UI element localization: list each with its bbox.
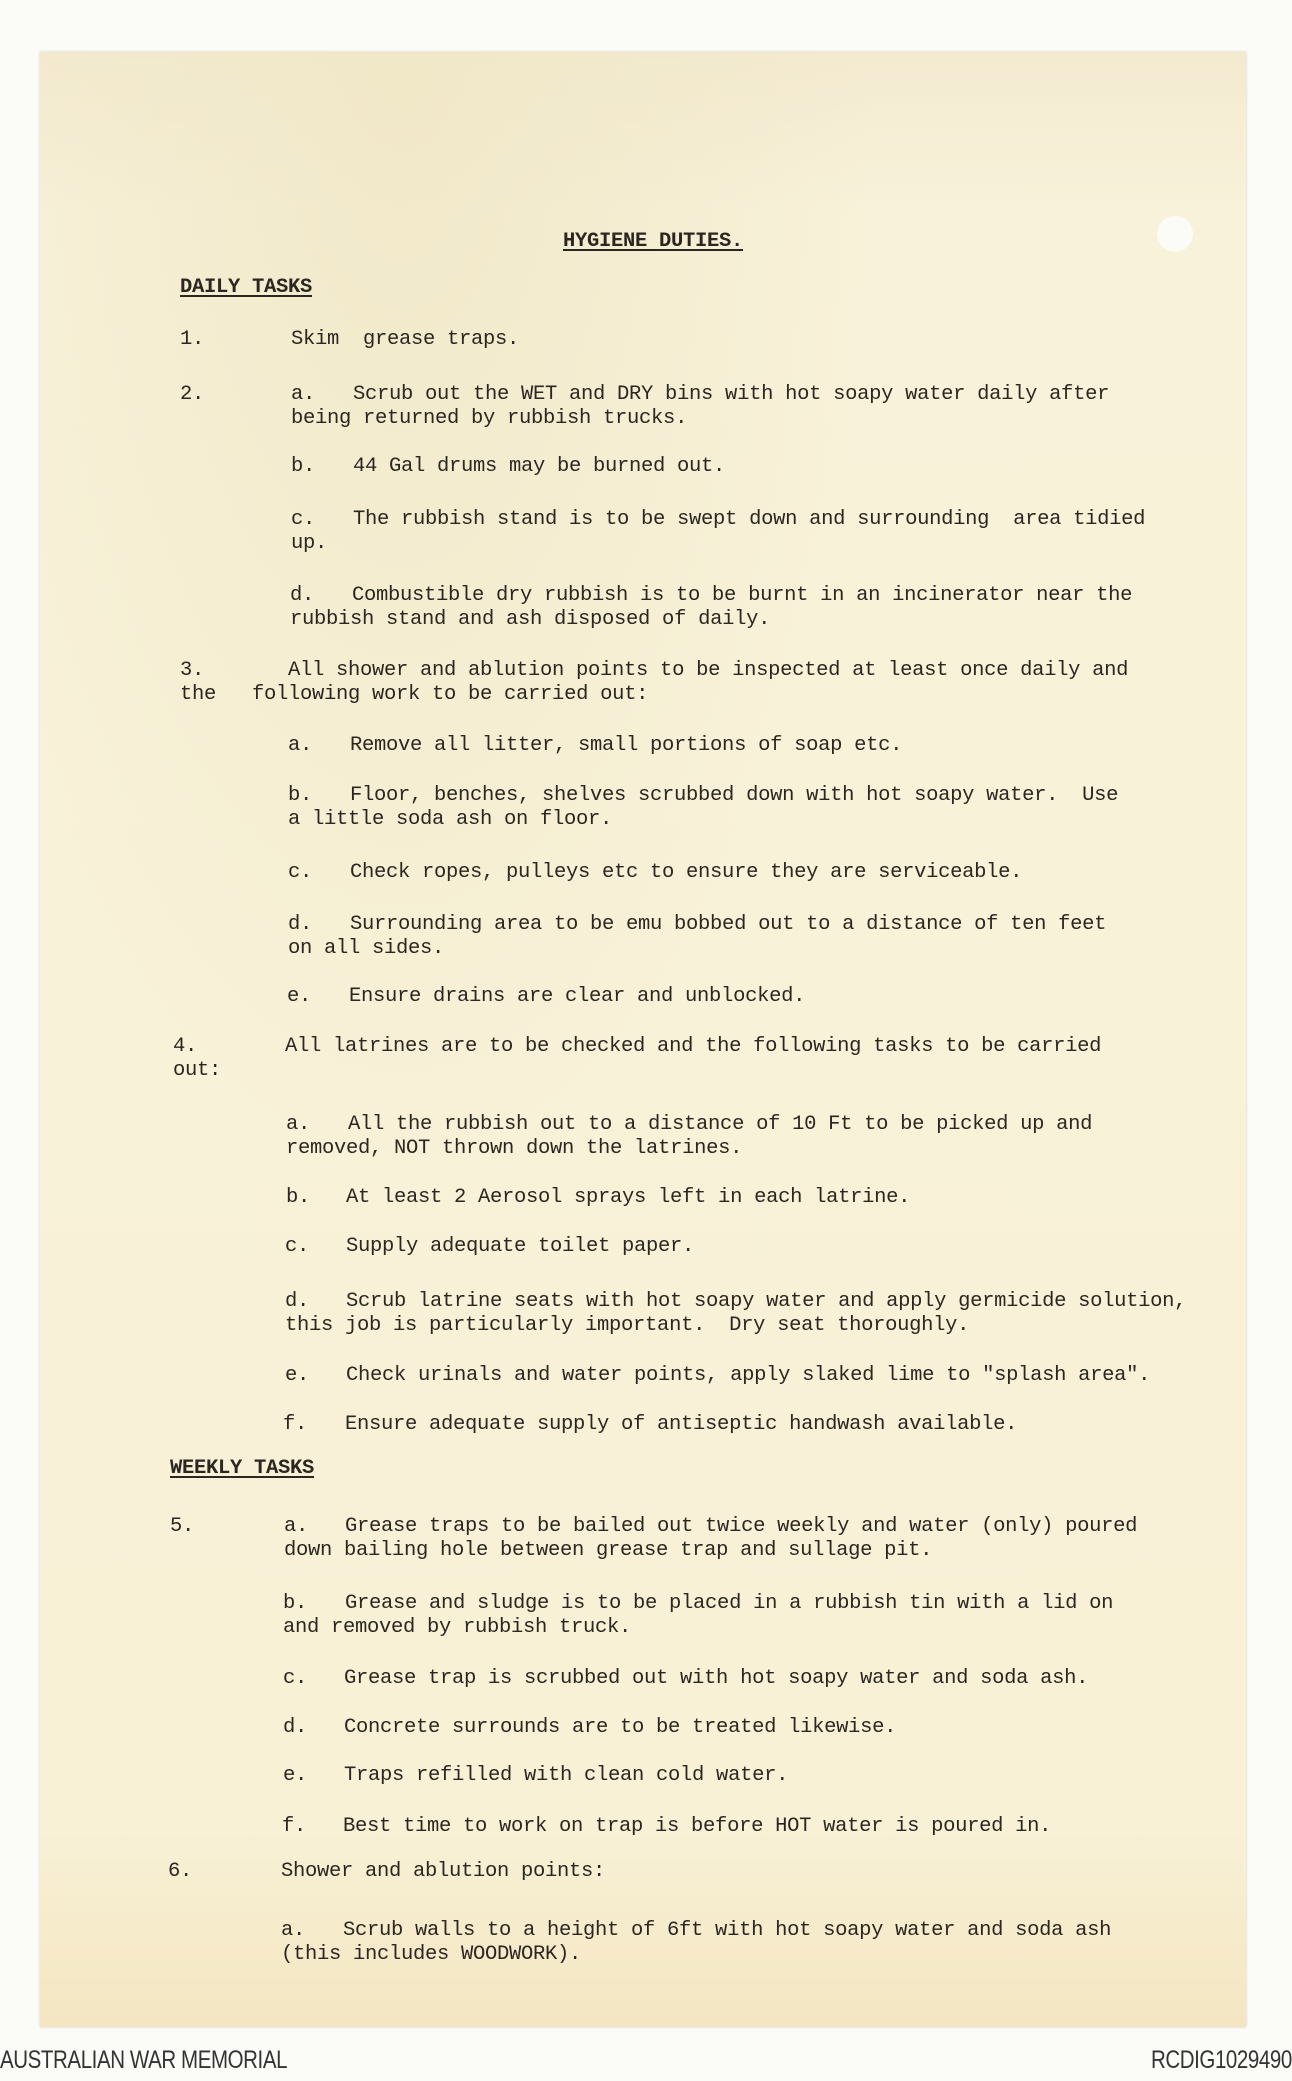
item-text-line: a little soda ash on floor.	[288, 808, 613, 831]
item-label: c.	[283, 1667, 308, 1690]
item-text-line: rubbish stand and ash disposed of daily.	[290, 608, 771, 631]
item-text-line: and removed by rubbish truck.	[283, 1616, 632, 1639]
item-label: b.	[288, 784, 313, 807]
item-number: 2.	[180, 383, 205, 406]
item-text-line: Best time to work on trap is before HOT water is poured in.	[343, 1815, 1052, 1838]
daily-tasks-heading: DAILY TASKS	[180, 276, 313, 299]
weekly-tasks-heading: WEEKLY TASKS	[170, 1457, 315, 1480]
item-label: f.	[283, 1413, 308, 1436]
item-text-line: Ensure drains are clear and unblocked.	[349, 985, 806, 1008]
item-label: e.	[285, 1364, 310, 1387]
item-text-line: Remove all litter, small portions of soap etc.	[350, 734, 903, 757]
item-text-line: Skim grease traps.	[291, 328, 520, 351]
item-text-line: this job is particularly important. Dry seat thoroughly.	[285, 1314, 970, 1337]
item-text-line: Grease trap is scrubbed out with hot soapy water and soda ash.	[344, 1667, 1089, 1690]
item-label: c.	[285, 1235, 310, 1258]
item-label: a.	[288, 734, 313, 757]
item-text-line: removed, NOT thrown down the latrines.	[286, 1137, 743, 1160]
item-text-line: Concrete surrounds are to be treated likewise.	[344, 1716, 897, 1739]
item-text-line: Check urinals and water points, apply slaked lime to "splash area".	[346, 1364, 1151, 1387]
item-label: b.	[286, 1186, 311, 1209]
item-text-line: Check ropes, pulleys etc to ensure they are serviceable.	[350, 861, 1023, 884]
item-label: a.	[284, 1515, 309, 1538]
item-text-line: Scrub latrine seats with hot soapy water and apply germicide solution,	[346, 1290, 1187, 1313]
item-label: b.	[283, 1592, 308, 1615]
item-text-line: down bailing hole between grease trap and sullage pit.	[284, 1539, 933, 1562]
item-number: 1.	[180, 328, 205, 351]
item-text-line: All shower and ablution points to be inspected at least once daily and	[288, 659, 1129, 682]
item-label: d.	[285, 1290, 310, 1313]
item-text-line: the following work to be carried out:	[180, 683, 649, 706]
item-text-line: Grease and sludge is to be placed in a rubbish tin with a lid on	[345, 1592, 1114, 1615]
item-label: b.	[291, 455, 316, 478]
item-text-line: up.	[291, 532, 328, 555]
item-label: c.	[288, 861, 313, 884]
item-text-line: The rubbish stand is to be swept down and surrounding area tidied	[353, 508, 1146, 531]
item-number: 3.	[180, 659, 205, 682]
item-text-line: Traps refilled with clean cold water.	[344, 1764, 789, 1787]
item-label: d.	[283, 1716, 308, 1739]
item-label: c.	[291, 508, 316, 531]
item-number: 5.	[170, 1515, 195, 1538]
item-text-line: being returned by rubbish trucks.	[291, 407, 688, 430]
document-title: HYGIENE DUTIES.	[563, 230, 744, 253]
footer-id: RCDIG1029490	[1151, 2046, 1292, 2074]
item-number: 4.	[173, 1035, 198, 1058]
item-text-line: Shower and ablution points:	[281, 1860, 606, 1883]
item-text-line: on all sides.	[288, 937, 445, 960]
item-label: a.	[286, 1113, 311, 1136]
item-text-line: Ensure adequate supply of antiseptic handwash available.	[345, 1413, 1018, 1436]
item-text-line: Combustible dry rubbish is to be burnt in an incinerator near the	[352, 584, 1133, 607]
item-text-line: Scrub out the WET and DRY bins with hot soapy water daily after	[353, 383, 1110, 406]
item-text-line: Supply adequate toilet paper.	[346, 1235, 695, 1258]
item-label: d.	[288, 913, 313, 936]
item-label: f.	[282, 1815, 307, 1838]
item-label: a.	[291, 383, 316, 406]
item-text-line: (this includes WOODWORK).	[281, 1943, 582, 1966]
item-text-line: Surrounding area to be emu bobbed out to a distance of ten feet	[350, 913, 1107, 936]
footer-source: AUSTRALIAN WAR MEMORIAL	[0, 2046, 288, 2074]
item-text-line: All the rubbish out to a distance of 10 Ft to be picked up and	[348, 1113, 1093, 1136]
item-label: e.	[287, 985, 312, 1008]
item-text-line: Grease traps to be bailed out twice weekly and water (only) poured	[345, 1515, 1138, 1538]
item-text-line: All latrines are to be checked and the following tasks to be carried	[285, 1035, 1102, 1058]
item-text-line: out:	[173, 1059, 222, 1082]
item-label: d.	[290, 584, 315, 607]
punch-hole	[1157, 216, 1193, 252]
item-text-line: Floor, benches, shelves scrubbed down with hot soapy water. Use	[350, 784, 1119, 807]
item-label: e.	[283, 1764, 308, 1787]
item-label: a.	[281, 1919, 306, 1942]
item-text-line: 44 Gal drums may be burned out.	[353, 455, 726, 478]
item-text-line: Scrub walls to a height of 6ft with hot soapy water and soda ash	[343, 1919, 1112, 1942]
item-number: 6.	[168, 1860, 193, 1883]
item-text-line: At least 2 Aerosol sprays left in each latrine.	[346, 1186, 911, 1209]
